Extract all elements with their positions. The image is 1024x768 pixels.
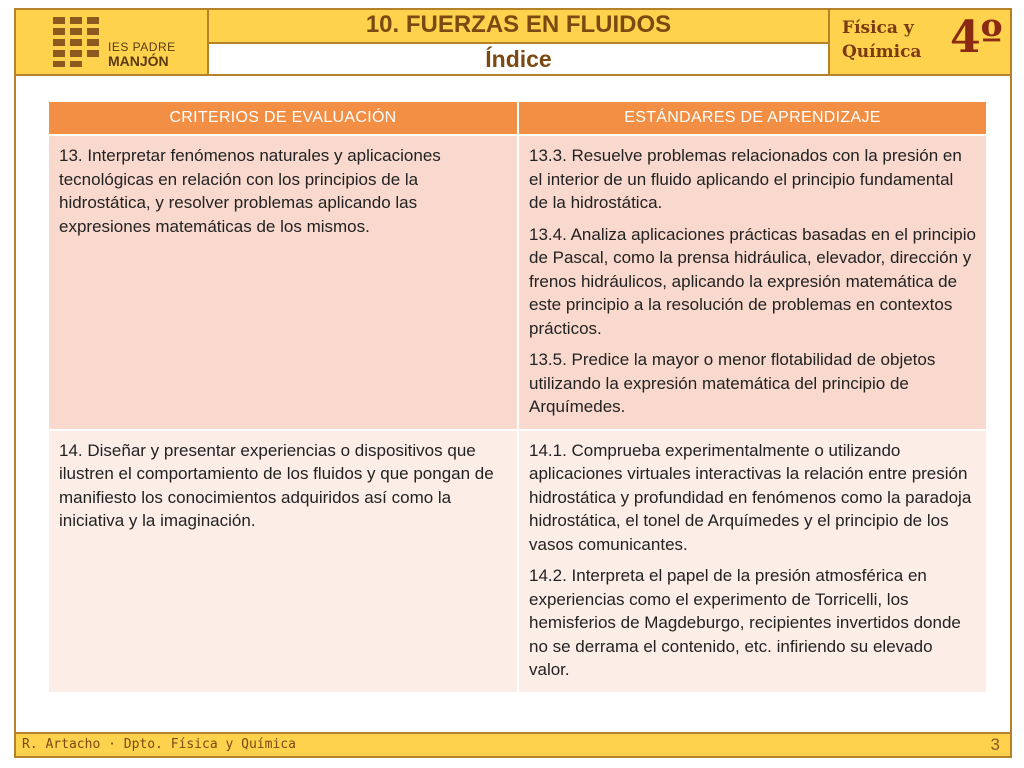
logo-text-line1: IES PADRE (108, 40, 176, 54)
footer-author: R. Artacho · Dpto. Física y Química (22, 737, 296, 752)
standard-text: 14.2. Interpreta el papel de la presión atmosférica en experiencias como el experimento de Torricelli, los hemisferios de Magdeburgo, recipientes invertidos donde no se derrama el contenido, etc. infiriendo su elevado valor. (529, 566, 961, 679)
slide-footer (16, 732, 1010, 756)
subject-line2: Química (842, 42, 922, 62)
standards-cell (518, 135, 987, 430)
subject-line1: Física y (842, 18, 914, 38)
criterion-cell (48, 430, 518, 693)
standard-text: 14.1. Comprueba experimentalmente o utilizando aplicaciones virtuales interactivas la relación entre presión hidrostática y profundidad en fenómenos como la paradoja hidrostática, el tonel de Arquímedes y el principio de los vasos comunicantes. (529, 440, 972, 554)
table-header-row (48, 101, 987, 135)
logo-grid-icon (53, 17, 101, 67)
school-logo (16, 10, 209, 74)
table-row (48, 430, 987, 693)
subject-badge (828, 10, 1010, 74)
table-row (48, 135, 987, 430)
criterion-text: 14. Diseñar y presentar experiencias o dispositivos que ilustren el comportamiento de los fluidos y que pongan de manifiesto los conocimientos adquiridos así como la iniciativa y la imaginación. (59, 440, 494, 530)
standards-cell (518, 430, 987, 693)
header-divider (16, 74, 1010, 76)
subject-name (842, 16, 921, 64)
logo-text-line2: MANJÓN (108, 53, 169, 69)
column-header-criteria: CRITERIOS DE EVALUACIÓN (48, 101, 518, 135)
column-header-standards: ESTÁNDARES DE APRENDIZAJE (518, 101, 987, 135)
grade-label: 4º (950, 12, 1003, 63)
page-title: 10. FUERZAS EN FLUIDOS (209, 10, 828, 44)
title-box (209, 10, 828, 74)
page-subtitle: Índice (209, 44, 828, 74)
criterion-text: 13. Interpretar fenómenos naturales y aplicaciones tecnológicas en relación con los principios de la hidrostática, y resolver problemas aplicando las expresiones matemáticas de los mismos. (59, 146, 441, 236)
criterion-cell (48, 135, 518, 430)
criteria-table (47, 100, 988, 694)
standard-text: 13.4. Analiza aplicaciones prácticas basadas en el principio de Pascal, como la prensa hidráulica, elevador, dirección y frenos hidráulicos, aplicando la expresión matemática de este principio a la resolución de problemas en contextos prácticos. (529, 224, 976, 338)
page-number: 3 (990, 735, 1000, 754)
standard-text: 13.5. Predice la mayor o menor flotabilidad de objetos utilizando la expresión matemática del principio de Arquímedes. (529, 350, 936, 416)
slide-header (16, 10, 1010, 74)
standard-text: 13.3. Resuelve problemas relacionados con la presión en el interior de un fluido aplicando el principio fundamental de la hidrostática. (529, 146, 962, 212)
